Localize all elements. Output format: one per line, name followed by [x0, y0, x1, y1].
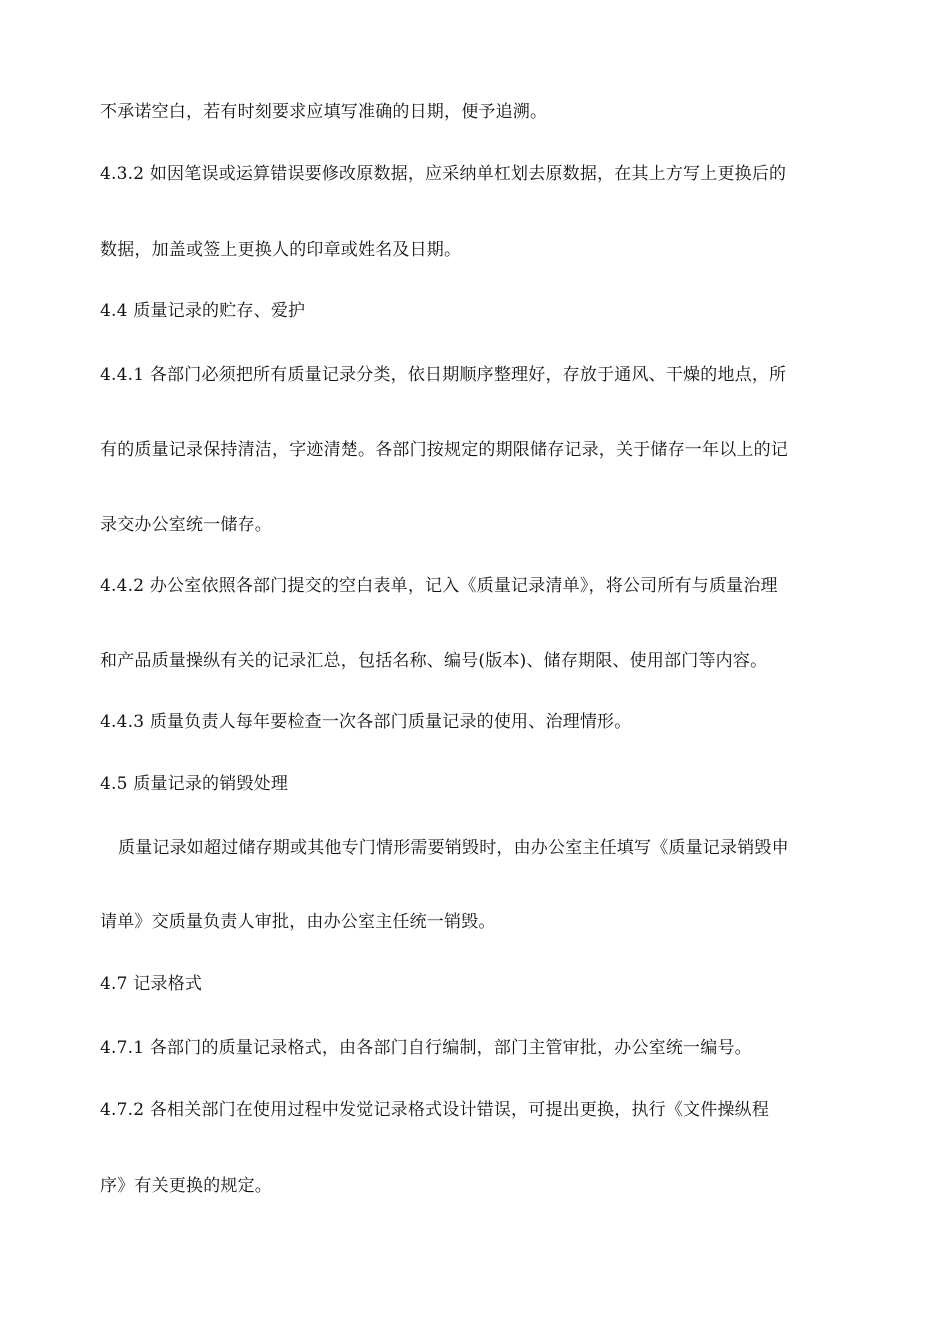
text-line-17: 序》有关更换的规定。 [100, 1176, 272, 1196]
text-line-6: 有的质量记录保持清洁，字迹清楚。各部门按规定的期限储存记录，关于储存一年以上的记 [100, 440, 788, 460]
text-line-9: 和产品质量操纵有关的记录汇总，包括名称、编号(版本)、储存期限、使用部门等内容。 [100, 651, 768, 671]
clause-4-4-3: 4.4.3 质量负责人每年要检查一次各部门质量记录的使用、治理情形。 [100, 712, 632, 732]
text-line-13: 请单》交质量负责人审批，由办公室主任统一销毁。 [100, 912, 496, 932]
section-heading-4-5: 4.5 质量记录的销毁处理 [100, 774, 289, 794]
clause-4-4-2: 4.4.2 办公室依照各部门提交的空白表单，记入《质量记录清单》，将公司所有与质量治理 [100, 576, 778, 596]
clause-4-7-2: 4.7.2 各相关部门在使用过程中发觉记录格式设计错误，可提出更换，执行《文件操纵程 [100, 1100, 770, 1120]
section-heading-4-4: 4.4 质量记录的贮存、爱护 [100, 301, 306, 321]
clause-4-4-1: 4.4.1 各部门必须把所有质量记录分类，依日期顺序整理好，存放于通风、干燥的地点，所 [100, 365, 787, 385]
clause-4-7-1: 4.7.1 各部门的质量记录格式，由各部门自行编制，部门主管审批，办公室统一编号。 [100, 1038, 752, 1058]
text-line-12: 质量记录如超过储存期或其他专门情形需要销毁时，由办公室主任填写《质量记录销毁申 [118, 838, 789, 858]
text-line-7: 录交办公室统一储存。 [100, 515, 272, 535]
clause-4-3-2: 4.3.2 如因笔误或运算错误要修改原数据，应采纳单杠划去原数据，在其上方写上更换后的 [100, 164, 787, 184]
text-line-1: 不承诺空白，若有时刻要求应填写准确的日期，便予追溯。 [100, 102, 548, 122]
section-heading-4-7: 4.7 记录格式 [100, 974, 203, 994]
text-line-3: 数据，加盖或签上更换人的印章或姓名及日期。 [100, 240, 462, 260]
